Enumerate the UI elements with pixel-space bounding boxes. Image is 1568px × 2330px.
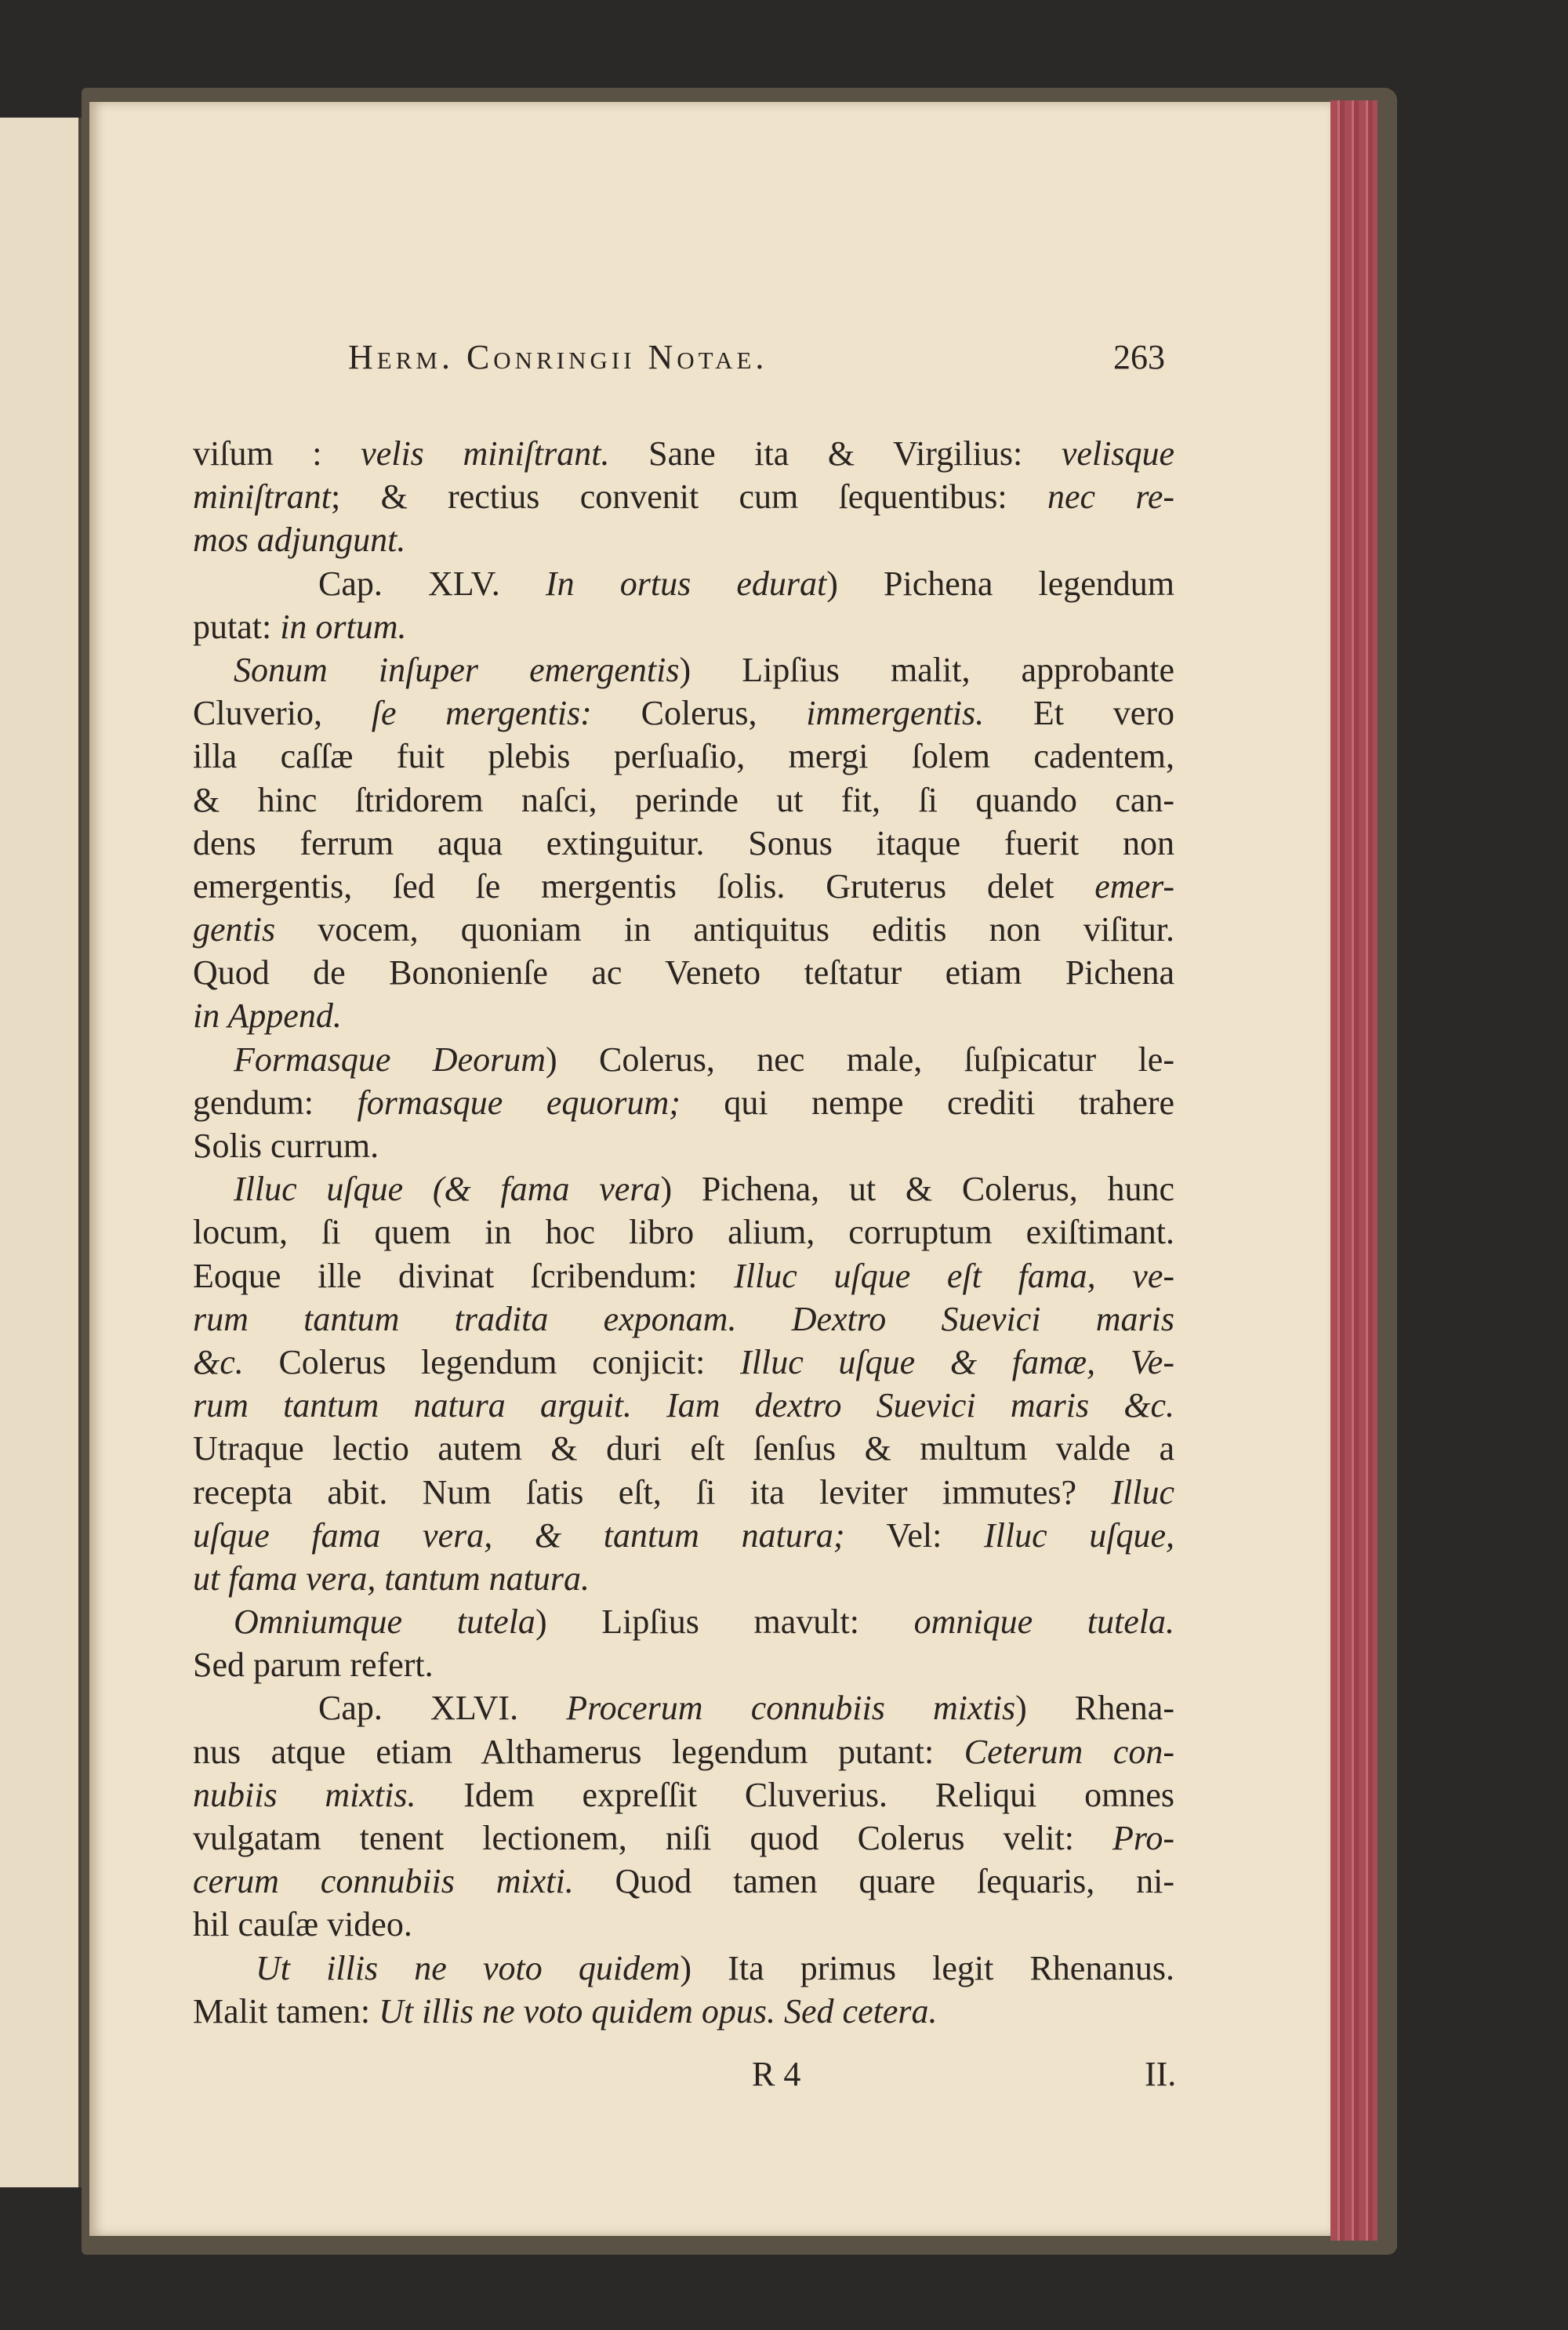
italic-text: miniſtrant (193, 477, 332, 517)
paragraph (193, 432, 1174, 562)
paragraph (193, 648, 1174, 1038)
paragraph (193, 1947, 1174, 2033)
italic-text: Ut illis ne voto quidem opus. Sed cetera. (379, 1991, 938, 2031)
roman-text: Colerus legendum conjicit: (243, 1342, 741, 1381)
text-line (193, 1254, 1174, 1297)
roman-text: ; & rectius convenit cum ſequentibus: (331, 477, 1047, 517)
italic-text: gentis (193, 910, 276, 949)
text-line (193, 778, 1174, 822)
italic-text: rum tantum tradita exponam. Dextro Suevici maris (193, 1299, 1174, 1338)
text-line (193, 605, 1174, 648)
italic-text: Procerum connubiis mixtis (566, 1689, 1016, 1728)
italic-text: Ceterum con- (964, 1732, 1174, 1771)
italic-text: Illuc uſque & famæ, Ve- (740, 1342, 1174, 1381)
roman-text: vulgatam tenent lectionem, niſi quod Colerus velit: (193, 1819, 1112, 1857)
roman-text: emergentis, ſed ſe mergentis ſolis. Gruterus delet (193, 866, 1095, 906)
roman-text: Et vero (984, 694, 1174, 733)
text-line (193, 1297, 1174, 1341)
italic-text: immergentis. (806, 694, 985, 733)
text-line (193, 1167, 1174, 1210)
roman-text: qui nempe crediti trahere (680, 1083, 1175, 1122)
page-header (89, 337, 1330, 381)
roman-text: Sed parum refert. (193, 1646, 434, 1685)
text-line (193, 1341, 1174, 1384)
italic-text: mos adjungunt. (193, 521, 406, 560)
paragraph (193, 1686, 1174, 1946)
text-line (193, 1081, 1174, 1124)
text-line (193, 1514, 1174, 1557)
text-line (193, 908, 1174, 951)
italic-text: Omniumque tutela (234, 1602, 535, 1642)
roman-text: dens ferrum aqua extinguitur. Sonus itaque fuerit non (193, 823, 1174, 862)
text-line (193, 1124, 1174, 1167)
paragraph (193, 1167, 1174, 1600)
paragraph (193, 1038, 1174, 1168)
roman-text: & hinc ſtridorem naſci, perinde ut fit, ſi quando can- (193, 780, 1174, 819)
roman-text: Vel: (844, 1515, 984, 1555)
text-line (193, 432, 1174, 475)
book-page (89, 102, 1330, 2236)
body-text (193, 432, 1174, 2033)
roman-text: gendum: (193, 1083, 358, 1122)
italic-text: Illuc (1111, 1472, 1174, 1512)
italic-text: emer- (1094, 866, 1174, 906)
italic-text: ſe mergentis: (371, 694, 592, 733)
roman-text: locum, ſi quem in hoc libro alium, corruptum exiſtimant. (193, 1213, 1174, 1252)
roman-text: Cluverio, (193, 694, 372, 733)
text-line (193, 1643, 1174, 1686)
italic-text: Illuc uſque, (983, 1515, 1174, 1555)
text-line (193, 735, 1174, 778)
text-line (193, 865, 1174, 908)
roman-text: Cap. XLV. (318, 564, 546, 603)
text-line (193, 1600, 1174, 1643)
text-line (193, 1816, 1174, 1860)
text-line (193, 1903, 1174, 1946)
roman-text: Solis currum. (193, 1127, 379, 1165)
text-line (193, 1686, 1174, 1729)
roman-text: Quod de Bononienſe ac Veneto teſtatur etiam Pichena (193, 953, 1174, 993)
text-line (193, 475, 1174, 518)
text-line (193, 648, 1174, 691)
italic-text: omnique tutela. (913, 1602, 1174, 1642)
italic-text: Ut illis ne voto quidem (256, 1948, 681, 1987)
italic-text: nubiis mixtis. (193, 1775, 416, 1814)
text-line (193, 1773, 1174, 1816)
roman-text: Cap. XLVI. (318, 1689, 567, 1728)
italic-text: rum tantum natura arguit. Iam dextro Suevici maris &c. (193, 1386, 1174, 1425)
text-line (193, 1038, 1174, 1081)
roman-text: Sane ita & Virgilius: (609, 434, 1062, 473)
italic-text: velis miniſtrant. (361, 434, 610, 473)
italic-text: velisque (1061, 434, 1174, 473)
text-line (193, 1730, 1174, 1773)
italic-text: in Append. (193, 996, 342, 1036)
text-line (193, 562, 1174, 605)
italic-text: Pro- (1112, 1819, 1174, 1857)
italic-text: Illuc uſque (& fama vera (234, 1170, 661, 1209)
roman-text: ) Pichena legendum (826, 564, 1175, 603)
text-line (193, 1427, 1174, 1470)
signature-mark: R 4 (752, 2055, 801, 2093)
text-line (193, 518, 1174, 561)
italic-text: In ortus edurat (545, 564, 827, 603)
italic-text: formasque equorum; (357, 1083, 681, 1122)
italic-text: &c. (193, 1342, 244, 1381)
paragraph (193, 1600, 1174, 1686)
text-line (193, 1384, 1174, 1427)
roman-text: ) Pichena, ut & Colerus, hunc (660, 1170, 1174, 1209)
text-line (193, 1210, 1174, 1254)
roman-text: ) Ita primus legit Rhenanus. (680, 1948, 1174, 1987)
text-line (193, 1557, 1174, 1600)
running-title: Herm. Conringii Notae. (348, 338, 768, 376)
roman-text: viſum : (193, 434, 361, 473)
text-line (193, 822, 1174, 865)
roman-text: nus atque etiam Althamerus legendum putant: (193, 1732, 964, 1771)
italic-text: nec re- (1047, 477, 1175, 517)
catchword: II. (1145, 2055, 1177, 2093)
roman-text: ) Lipſius malit, approbante (679, 650, 1174, 689)
roman-text: illa caſſæ fuit plebis perſuaſio, mergi ſolem cadentem, (193, 737, 1174, 776)
roman-text: recepta abit. Num ſatis eſt, ſi ita leviter immutes? (193, 1472, 1112, 1512)
italic-text: in ortum. (280, 607, 407, 646)
roman-text: hil cauſæ video. (193, 1905, 412, 1944)
roman-text: Quod tamen quare ſequaris, ni- (573, 1862, 1174, 1901)
roman-text: ) Rhena- (1015, 1689, 1174, 1728)
italic-text: ut fama vera, tantum natura. (193, 1559, 590, 1598)
roman-text: ) Lipſius mavult: (535, 1602, 914, 1642)
roman-text: putat: (193, 607, 281, 646)
roman-text: vocem, quoniam in antiquitus editis non viſitur. (275, 910, 1174, 949)
paragraph (193, 562, 1174, 648)
text-line (193, 1947, 1174, 1990)
page-edges-red (1330, 100, 1377, 2241)
italic-text: Formasque Deorum (234, 1040, 546, 1079)
page-number: 263 (1113, 338, 1165, 376)
text-line (193, 994, 1174, 1037)
roman-text: Colerus, (591, 694, 807, 733)
roman-text: ) Colerus, nec male, ſuſpicatur le- (546, 1040, 1174, 1079)
roman-text: Eoque ille divinat ſcribendum: (193, 1256, 735, 1295)
italic-text: cerum connubiis mixti. (193, 1862, 574, 1901)
text-line (193, 951, 1174, 994)
roman-text: Utraque lectio autem & duri eſt ſenſus & multum valde a (193, 1429, 1174, 1468)
text-line (193, 1990, 1174, 2033)
roman-text: Idem expreſſit Cluverius. Reliqui omnes (416, 1775, 1174, 1814)
text-line (193, 691, 1174, 735)
facing-page-edge (0, 118, 83, 2187)
text-line (193, 1471, 1174, 1514)
text-line (193, 1860, 1174, 1903)
italic-text: Sonum inſuper emergentis (234, 650, 680, 689)
italic-text: Illuc uſque eſt fama, ve- (734, 1256, 1174, 1295)
italic-text: uſque fama vera, & tantum natura; (193, 1515, 845, 1555)
roman-text: Malit tamen: (193, 1991, 379, 2031)
